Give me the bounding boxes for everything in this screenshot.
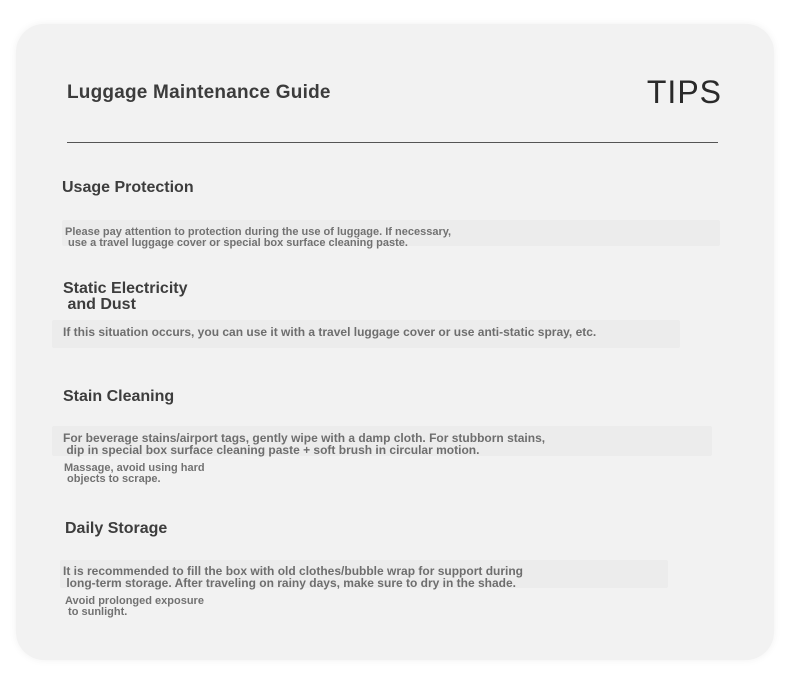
section-body-static-electricity: If this situation occurs, you can use it with a travel luggage cover or use anti-static spray, etc. [63, 325, 597, 339]
section-heading-daily-storage: Daily Storage [65, 520, 168, 537]
title-divider [67, 142, 718, 143]
section-note-stain-cleaning: Massage, avoid using hard objects to scrape. [64, 462, 205, 485]
section-note-daily-storage: Avoid prolonged exposure to sunlight. [65, 595, 204, 618]
section-heading-usage-protection: Usage Protection [62, 179, 194, 196]
section-body-usage-protection: Please pay attention to protection during the use of luggage. If necessary, use a travel luggage cover or special box surface cleaning paste. [65, 226, 452, 249]
section-heading-static-electricity: Static Electricity and Dust [63, 280, 188, 313]
section-body-daily-storage: It is recommended to fill the box with old clothes/bubble wrap for support during long-term storage. After traveling on rainy days, make sure to dry in the shade. [63, 564, 524, 590]
section-heading-stain-cleaning: Stain Cleaning [63, 388, 175, 405]
page-title: Luggage Maintenance Guide [67, 82, 331, 103]
section-body-stain-cleaning: For beverage stains/airport tags, gently wipe with a damp cloth. For stubborn stains, dip in special box surface cleaning paste + soft brush in circular motion. [63, 431, 546, 457]
tips-label: TIPS [646, 74, 722, 110]
